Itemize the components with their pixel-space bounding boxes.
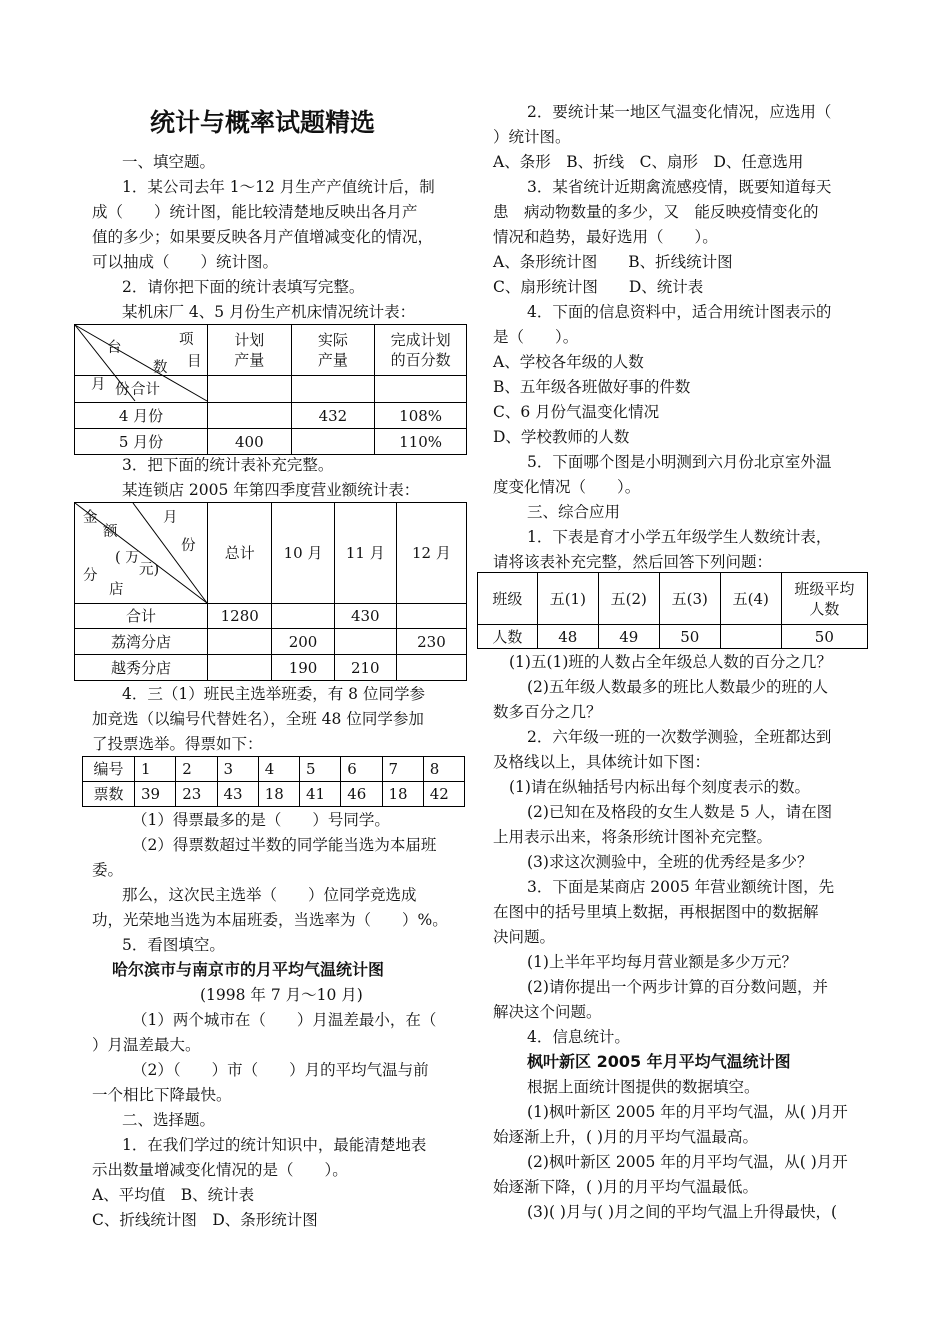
table-cell: 39 bbox=[135, 782, 176, 807]
choice-q5-line-2: 度变化情况（ ）。 bbox=[493, 478, 641, 496]
q1-line-3: 值的多少；如果要反映各月产值增减变化的情况， bbox=[92, 228, 434, 246]
section-fill-blank-heading: 一、填空题。 bbox=[122, 153, 216, 171]
table-cell: 18 bbox=[258, 782, 299, 807]
table-cell bbox=[375, 376, 467, 403]
choice-q4-line-1: 4．下面的信息资料中，适合用统计图表示的 bbox=[527, 303, 832, 321]
choice-q3-line-2: 患 病动物数量的多少，又 能反映疫情变化的 bbox=[493, 203, 819, 221]
app-q3-line-1: 3．下面是某商店 2005 年营业额统计图，先 bbox=[527, 878, 835, 896]
corner-label: 项 bbox=[179, 332, 194, 348]
choice-q2-line-1: 2．要统计某一地区气温变化情况，应选用（ bbox=[527, 103, 832, 121]
table-cell: 108% bbox=[375, 403, 467, 429]
chain-store-table bbox=[74, 502, 467, 681]
corner-label: 额 bbox=[103, 524, 118, 540]
choice-q4-option-d: D、学校教师的人数 bbox=[493, 428, 630, 446]
table-cell bbox=[334, 629, 396, 655]
table-row-header: 人数 bbox=[478, 625, 538, 649]
column-header: 11 月 bbox=[334, 503, 396, 604]
table-cell: 400 bbox=[208, 429, 292, 455]
table-cell: 5 bbox=[300, 757, 341, 782]
q1-line-2: 成（ ）统计图，能比较清楚地反映出各月产 bbox=[92, 203, 418, 221]
app-q1-sub-1: (1)五(1)班的人数占全年级总人数的百分之几？ bbox=[509, 653, 832, 671]
table-cell: 48 bbox=[537, 625, 598, 649]
corner-label: 数 bbox=[153, 360, 168, 376]
choice-q4-option-a: A、学校各年级的人数 bbox=[493, 353, 644, 371]
choice-q5-line-1: 5．下面哪个图是小明测到六月份北京室外温 bbox=[527, 453, 832, 471]
q5-sub-2-cont: 一个相比下降最快。 bbox=[92, 1086, 232, 1104]
q1-line-4: 可以抽成（ ）统计图。 bbox=[92, 253, 279, 271]
q5-heading: 5．看图填空。 bbox=[122, 936, 225, 954]
q5-sub-2: （2）（ ）市（ ）月的平均气温与前 bbox=[132, 1061, 429, 1079]
table-cell: 2 bbox=[176, 757, 217, 782]
table-cell bbox=[208, 403, 292, 429]
table-cell: 430 bbox=[334, 604, 396, 629]
app-q4-sub-3: (3)( )月与( )月之间的平均气温上升得最快，( bbox=[527, 1203, 838, 1221]
table-cell bbox=[720, 625, 781, 649]
app-q1-sub-2: (2)五年级人数最多的班比人数最少的班的人 bbox=[527, 678, 828, 696]
app-q2-sub-3: (3)求这次测验中，全班的优秀经是多少？ bbox=[527, 853, 813, 871]
table-cell: 8 bbox=[423, 757, 464, 782]
column-header: 完成计划 的百分数 bbox=[375, 325, 467, 376]
table-cell bbox=[291, 376, 375, 403]
app-q3-line-2: 在图中的括号里填上数据，再根据图中的数据解 bbox=[493, 903, 819, 921]
choice-q1-line-2: 示出数量增减变化情况的是（ ）。 bbox=[92, 1161, 348, 1179]
table-cell: 43 bbox=[217, 782, 258, 807]
app-q4-sub-2: (2)枫叶新区 2005 年的月平均气温，从( )月开 bbox=[527, 1153, 848, 1171]
table-cell bbox=[291, 429, 375, 455]
section-application-heading: 三、综合应用 bbox=[527, 503, 621, 521]
q3-line-1: 3．把下面的统计表补充完整。 bbox=[122, 456, 334, 474]
app-q2-sub-2: (2)已知在及格段的女生人数是 5 人，请在图 bbox=[527, 803, 833, 821]
choice-q1-options-2: C、折线统计图 D、条形统计图 bbox=[92, 1211, 318, 1229]
table-cell bbox=[396, 604, 466, 629]
table-cell: 4 bbox=[258, 757, 299, 782]
page-title: 统计与概率试题精选 bbox=[150, 108, 376, 137]
corner-label: 元) bbox=[139, 562, 160, 578]
app-q1-line-1: 1．下表是育才小学五年级学生人数统计表， bbox=[527, 528, 832, 546]
q2-table-caption: 某机床厂 4、5 月份生产机床情况统计表： bbox=[122, 303, 416, 321]
column-header: 10 月 bbox=[272, 503, 334, 604]
table-cell: 200 bbox=[272, 629, 334, 655]
chart-subtitle-harbin-nanjing: (1998 年 7 月～10 月) bbox=[200, 986, 363, 1004]
app-q2-sub-1: (1)请在纵轴括号内标出每个刻度表示的数。 bbox=[509, 778, 810, 796]
app-q4-heading: 4．信息统计。 bbox=[527, 1028, 630, 1046]
app-q4-sub-1: (1)枫叶新区 2005 年的月平均气温，从( )月开 bbox=[527, 1103, 848, 1121]
chart-title-harbin-nanjing: 哈尔滨市与南京市的月平均气温统计图 bbox=[112, 960, 385, 979]
q4-sub-2: （2）得票数超过半数的同学能当选为本届班 bbox=[132, 836, 437, 854]
table-cell: 190 bbox=[272, 655, 334, 681]
app-q3-sub-1: (1)上半年平均每月营业额是多少万元？ bbox=[527, 953, 797, 971]
app-q2-line-1: 2．六年级一班的一次数学测验，全班都达到 bbox=[527, 728, 832, 746]
column-header: 总计 bbox=[208, 503, 272, 604]
table-cell bbox=[208, 376, 292, 403]
class-size-table bbox=[477, 572, 868, 649]
table-cell bbox=[208, 655, 272, 681]
column-header: 五(2) bbox=[598, 573, 659, 625]
app-q2-sub-2-cont: 上用表示出来，将条形统计图补充完整。 bbox=[493, 828, 773, 846]
table-row-header: 越秀分店 bbox=[75, 655, 208, 681]
app-q4-intro: 根据上面统计图提供的数据填空。 bbox=[527, 1078, 760, 1096]
app-q1-line-2: 请将该表补充完整，然后回答下列问题： bbox=[493, 553, 773, 571]
choice-q4-line-2: 是（ ）。 bbox=[493, 328, 579, 346]
table-row-header: 合计 bbox=[75, 604, 208, 629]
table-row-header: 票数 bbox=[83, 782, 135, 807]
table-cell: 23 bbox=[176, 782, 217, 807]
q5-sub-1-cont: ）月温差最大。 bbox=[92, 1036, 201, 1054]
app-q4-sub-1-cont: 始逐渐上升，( )月的月平均气温最高。 bbox=[493, 1128, 759, 1146]
corner-label: 月 bbox=[91, 377, 106, 393]
corner-label: 店 bbox=[109, 582, 124, 598]
column-header: 班级 bbox=[478, 573, 538, 625]
table-row-header bbox=[75, 360, 208, 403]
choice-q2-line-2: ）统计图。 bbox=[493, 128, 571, 146]
column-header: 五(3) bbox=[659, 573, 720, 625]
table-cell: 41 bbox=[300, 782, 341, 807]
row-label: 合计 bbox=[131, 382, 160, 398]
q4-conclusion-2: 功，光荣地当选为本届班委，当选率为（ ）%。 bbox=[92, 911, 448, 929]
table-cell bbox=[272, 604, 334, 629]
table-cell: 110% bbox=[375, 429, 467, 455]
table-corner-cell bbox=[75, 503, 208, 604]
table-cell: 230 bbox=[396, 629, 466, 655]
column-header: 五(4) bbox=[720, 573, 781, 625]
choice-q3-line-3: 情况和趋势，最好选用（ ）。 bbox=[493, 228, 718, 246]
table-cell: 42 bbox=[423, 782, 464, 807]
table-cell: 432 bbox=[291, 403, 375, 429]
choice-q1-options-1: A、平均值 B、统计表 bbox=[92, 1186, 255, 1204]
vote-table bbox=[82, 756, 465, 807]
table-cell: 1 bbox=[135, 757, 176, 782]
q3-table-caption: 某连锁店 2005 年第四季度营业额统计表： bbox=[122, 481, 420, 499]
table-corner-cell bbox=[75, 325, 208, 376]
table-cell bbox=[208, 629, 272, 655]
table-cell: 49 bbox=[598, 625, 659, 649]
choice-q3-line-1: 3．某省统计近期禽流感疫情，既要知道每天 bbox=[527, 178, 832, 196]
table-cell bbox=[396, 655, 466, 681]
table-row-header: 4 月份 bbox=[75, 403, 208, 429]
q1-line-1: 1．某公司去年 1～12 月生产产值统计后，制 bbox=[122, 178, 435, 196]
table-cell: 18 bbox=[382, 782, 423, 807]
corner-label: 月 bbox=[163, 510, 178, 526]
table-cell: 6 bbox=[341, 757, 382, 782]
corner-label: 目 bbox=[187, 354, 202, 370]
choice-q1-line-1: 1．在我们学过的统计知识中，最能清楚地表 bbox=[122, 1136, 427, 1154]
table-cell: 50 bbox=[781, 625, 867, 649]
choice-q3-options-1: A、条形统计图 B、折线统计图 bbox=[493, 253, 733, 271]
table-row-header: 5 月份 bbox=[75, 429, 208, 455]
column-header: 计划 产量 bbox=[208, 325, 292, 376]
app-q1-sub-2-cont: 数多百分之几？ bbox=[493, 703, 602, 721]
app-q2-line-2: 及格线以上，具体统计如下图： bbox=[493, 753, 711, 771]
machine-tool-table bbox=[74, 324, 467, 455]
q4-conclusion-1: 那么，这次民主选举（ ）位同学竞选成 bbox=[122, 886, 417, 904]
table-cell: 7 bbox=[382, 757, 423, 782]
table-row-header: 编号 bbox=[83, 757, 135, 782]
q4-line-2: 加竞选（以编号代替姓名），全班 48 位同学参加 bbox=[92, 710, 424, 728]
chart-title-maple-district: 枫叶新区 2005 年月平均气温统计图 bbox=[527, 1052, 791, 1071]
corner-label: 台 bbox=[107, 340, 122, 356]
corner-label: 份 bbox=[181, 538, 196, 554]
section-choice-heading: 二、选择题。 bbox=[122, 1111, 216, 1129]
table-cell: 46 bbox=[341, 782, 382, 807]
q4-line-3: 了投票选举。得票如下： bbox=[92, 735, 263, 753]
choice-q2-options: A、条形 B、折线 C、扇形 D、任意选用 bbox=[493, 153, 804, 171]
table-cell: 1280 bbox=[208, 604, 272, 629]
q4-line-1: 4．三（1）班民主选举班委，有 8 位同学参 bbox=[122, 685, 425, 703]
choice-q4-option-c: C、6 月份气温变化情况 bbox=[493, 403, 660, 421]
q2-line-1: 2．请你把下面的统计表填写完整。 bbox=[122, 278, 365, 296]
table-row-header: 荔湾分店 bbox=[75, 629, 208, 655]
choice-q3-options-2: C、扇形统计图 D、统计表 bbox=[493, 278, 704, 296]
app-q4-sub-2-cont: 始逐渐下降，( )月的月平均气温最低。 bbox=[493, 1178, 759, 1196]
table-cell: 50 bbox=[659, 625, 720, 649]
column-header: 实际 产量 bbox=[291, 325, 375, 376]
app-q3-line-3: 决问题。 bbox=[493, 928, 556, 946]
column-header: 班级平均 人数 bbox=[781, 573, 867, 625]
app-q3-sub-2: (2)请你提出一个两步计算的百分数问题，并 bbox=[527, 978, 828, 996]
q5-sub-1: （1）两个城市在（ ）月温差最小，在（ bbox=[132, 1011, 437, 1029]
column-header: 12 月 bbox=[396, 503, 466, 604]
table-cell: 210 bbox=[334, 655, 396, 681]
corner-label: 金 bbox=[83, 510, 98, 526]
corner-label: 份 bbox=[115, 382, 130, 398]
app-q3-sub-2-cont: 解决这个问题。 bbox=[493, 1003, 602, 1021]
choice-q4-option-b: B、五年级各班做好事的件数 bbox=[493, 378, 691, 396]
corner-label: 分 bbox=[83, 568, 98, 584]
q4-sub-2-cont: 委。 bbox=[92, 861, 124, 879]
table-cell: 3 bbox=[217, 757, 258, 782]
corner-label: ( 万 bbox=[115, 550, 140, 566]
q4-sub-1: （1）得票最多的是（ ）号同学。 bbox=[132, 811, 390, 829]
column-header: 五(1) bbox=[537, 573, 598, 625]
